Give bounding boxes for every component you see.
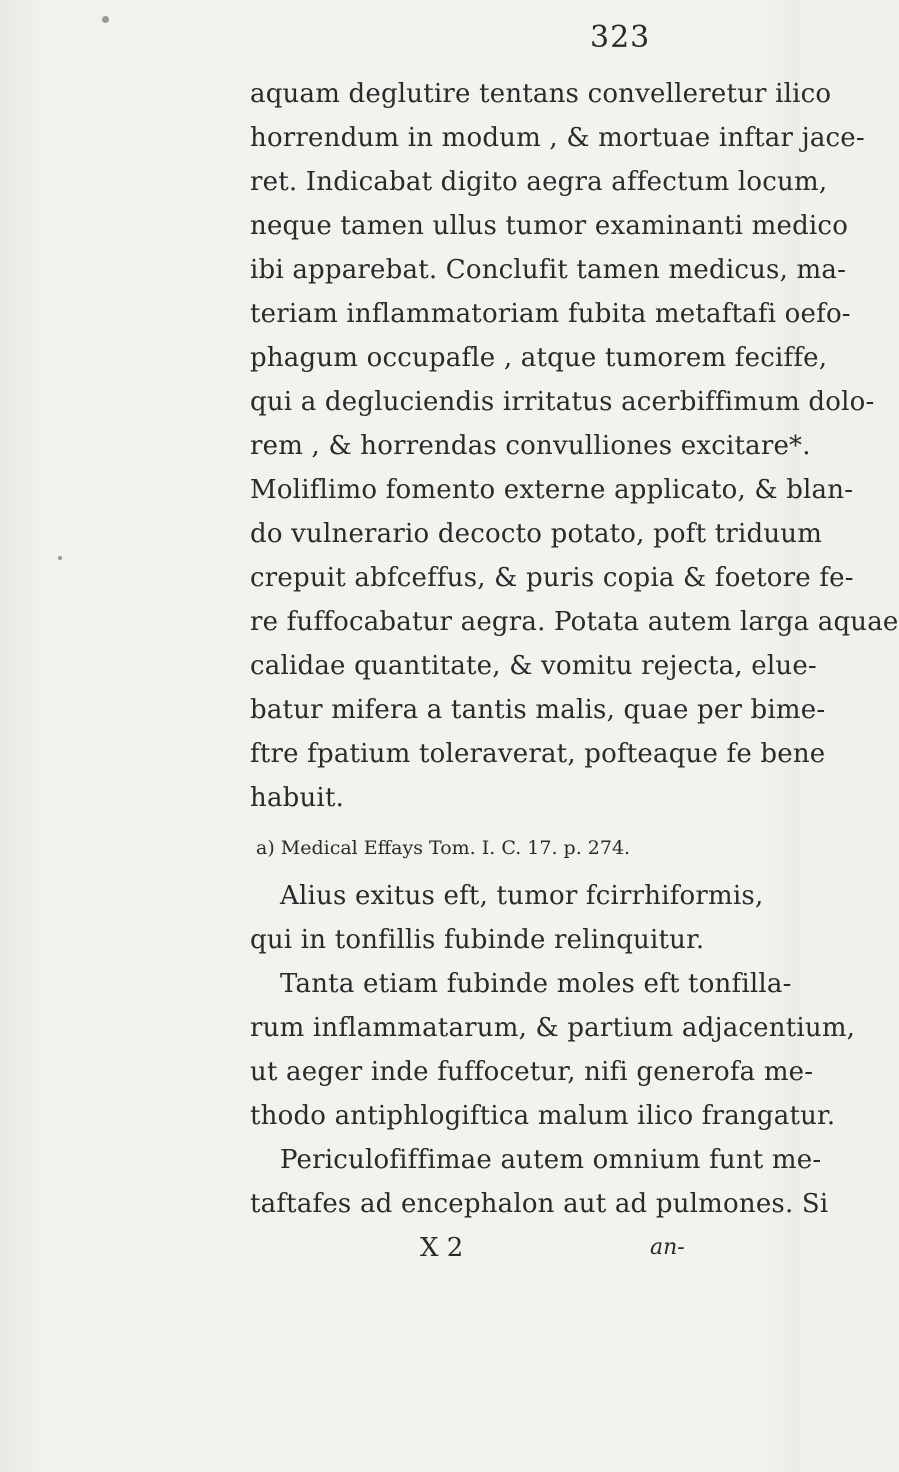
text-line: crepuit abfceffus, & puris copia & foetore fe- — [250, 563, 854, 593]
text-line: Alius exitus eft, tumor fcirrhiformis, — [280, 881, 764, 911]
text-line: calidae quantitate, & vomitu rejecta, elue- — [250, 651, 817, 681]
text-line: aquam deglutire tentans convelleretur ilico — [250, 79, 832, 109]
text-line: ret. Indicabat digito aegra affectum locum, — [250, 167, 828, 197]
text-line: qui in tonfillis fubinde relinquitur. — [250, 925, 705, 955]
text-line: qui a degluciendis irritatus acerbiffimum dolo- — [250, 387, 875, 417]
signature-mark: X 2 — [420, 1233, 464, 1263]
text-line: thodo antiphlogiftica malum ilico frangatur. — [250, 1101, 836, 1131]
text-line: horrendum in modum , & mortuae inftar jace- — [250, 123, 865, 153]
paper-speck — [58, 556, 62, 560]
text-line: ut aeger inde fuffocetur, nifi generofa me- — [250, 1057, 814, 1087]
text-line: re fuffocabatur aegra. Potata autem larga aquae — [250, 607, 899, 637]
text-line: Periculofiffimae autem omnium funt me- — [280, 1145, 822, 1175]
footnote: a) Medical Effays Tom. I. C. 17. p. 274. — [256, 837, 631, 859]
page-footer-line — [250, 1226, 770, 1270]
text-line: rum inflammatarum, & partium adjacentium, — [250, 1013, 856, 1043]
paper-speck — [102, 16, 109, 23]
text-line: ftre fpatium toleraverat, pofteaque fe bene — [250, 739, 826, 769]
page-number: 323 — [590, 20, 651, 55]
text-line: Moliflimo fomento externe applicato, & blan- — [250, 475, 854, 505]
text-line: phagum occupafle , atque tumorem feciffe, — [250, 343, 828, 373]
text-line: rem , & horrendas convulliones excitare*. — [250, 431, 811, 461]
catchword: an- — [650, 1235, 685, 1260]
text-line: teriam inflammatoriam fubita metaftafi oefo- — [250, 299, 851, 329]
text-line: taftafes ad encephalon aut ad pulmones. Si — [250, 1189, 829, 1219]
text-line: habuit. — [250, 783, 345, 813]
text-line: neque tamen ullus tumor examinanti medico — [250, 211, 849, 241]
main-paragraph — [250, 72, 899, 820]
text-line: do vulnerario decocto potato, poft triduum — [250, 519, 823, 549]
lower-paragraphs — [250, 874, 856, 1226]
text-line: Tanta etiam fubinde moles eft tonfilla- — [280, 969, 792, 999]
text-line: batur mifera a tantis malis, quae per bime- — [250, 695, 826, 725]
text-line: ibi apparebat. Conclufit tamen medicus, ma- — [250, 255, 847, 285]
page-body — [250, 72, 899, 1270]
